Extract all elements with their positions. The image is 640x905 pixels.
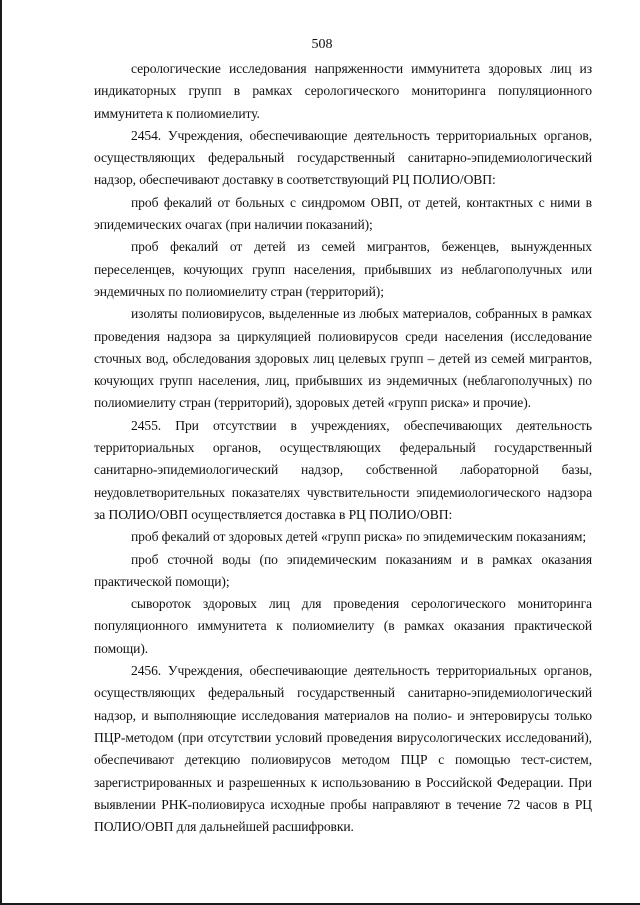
list-item-risk-group-samples: проб фекалий от здоровых детей «групп риска» по эпидемическим показаниям; (131, 529, 587, 545)
page-number: 508 (311, 37, 333, 52)
list-item-migrant-samples: проб фекалий от детей из семей мигрантов, беженцев, вынужденных переселенцев, кочующих групп населения, прибывших из неблагополучных или эндемичных по полиомиелиту стран (территорий); (94, 239, 592, 299)
list-item-ovp-samples: проб фекалий от больных с синдромом ОВП, от детей, контактных с ними в эпидемических очагах (при наличии показаний); (94, 194, 592, 233)
list-item-poliovirus-isolates: изоляты полиовирусов, выделенные из любых материалов, собранных в рамках проведения надзора за циркуляцией полиовирусов среди населения (исследование сточных вод, обследования здоровых лиц целевых групп – детей из семей мигрантов, кочующих групп населения, лиц, прибывших из эндемичных (неблагополучных) по полиомиелиту стран (территорий), здоровых детей «групп риска» и прочие). (94, 306, 592, 411)
list-item-sewage-samples: проб сточной воды (по эпидемическим показаниям и в рамках оказания практической помощи); (94, 551, 592, 589)
paragraph-2456: 2456. Учреждения, обеспечивающие деятельность территориальных органов, осуществляющих федеральный государственный санитарно-эпидемиологический надзор, и выполняющие исследования материалов на полио- и энтеровирусы только ПЦР-методом (при отсутствии условий проведения вирусологических исследований), обеспечивают детекцию полиовирусов методом ПЦР с помощью тест-систем, зарегистрированных и разрешенных к использованию в Российской Федерации. При выявлении РНК-полиовируса исходные пробы направляют в течение 72 часов в РЦ ПОЛИО/ОВП для дальнейшей расшифровки. (94, 663, 592, 835)
paragraph-2454: 2454. Учреждения, обеспечивающие деятельность территориальных органов, осуществляющих федеральный государственный санитарно-эпидемиологический надзор, обеспечивают доставку в соответствующий РЦ ПОЛИО/ОВП: (94, 127, 592, 188)
list-item-sera: сывороток здоровых лиц для проведения серологического мониторинга популяционного иммунитета к полиомиелиту (в рамках оказания практической помощи). (94, 596, 592, 656)
paragraph-continuation: серологические исследования напряженности иммунитета здоровых лиц из индикаторных групп в рамках серологического мониторинга популяционного иммунитета к полиомиелиту. (94, 61, 592, 121)
paragraph-2455: 2455. При отсутствии в учреждениях, обеспечивающих деятельность территориальных органов, осуществляющих федеральный государственный санитарно-эпидемиологический надзор, собственной лабораторной базы, неудовлетворительных показателях чувствительности эпидемиологического надзора за ПОЛИО/ОВП осуществляется доставка в РЦ ПОЛИО/ОВП: (94, 417, 592, 522)
document-body (94, 58, 592, 838)
